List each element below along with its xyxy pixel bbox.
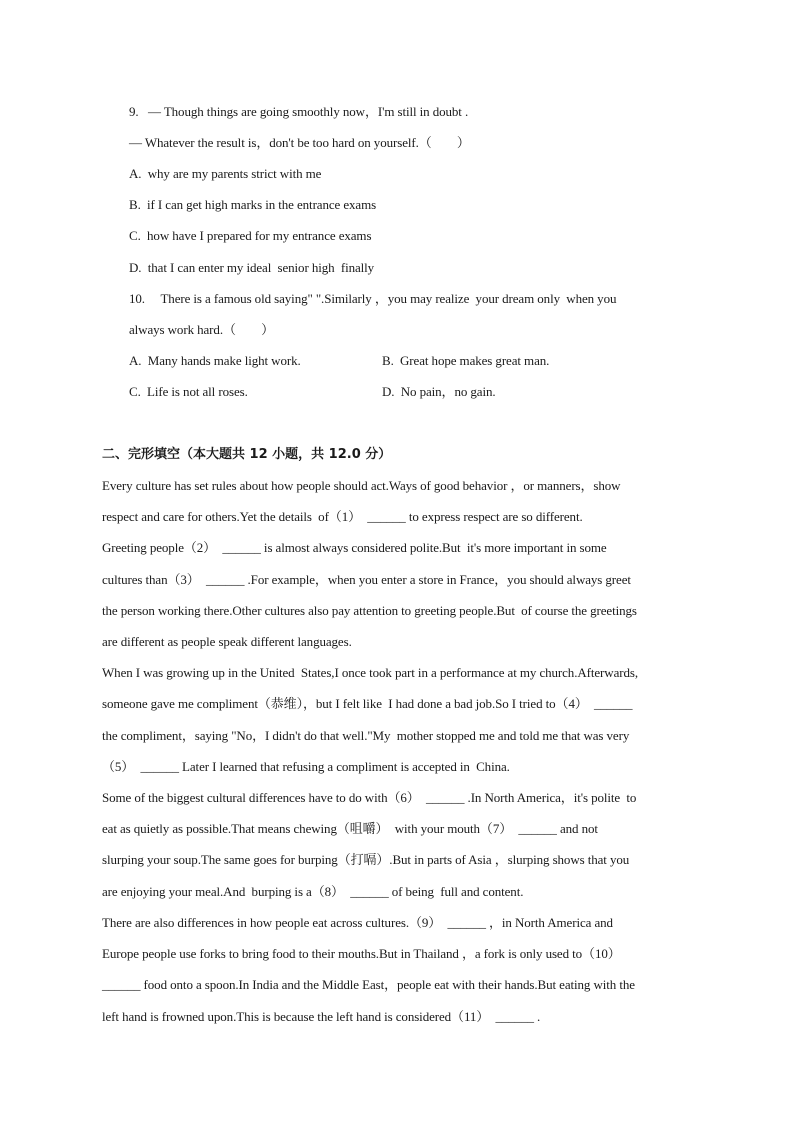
passage-line: Every culture has set rules about how people should act.Ways of good behavior ，or manners，show bbox=[102, 478, 621, 493]
question-9-option-d: D. that I can enter my ideal senior high finally bbox=[129, 260, 375, 275]
passage-line: When I was growing up in the United States,I once took part in a performance at my church.Afterwards, bbox=[102, 665, 638, 680]
question-10-stem: 10. There is a famous old saying" ".Similarly ，you may realize your dream only when you bbox=[129, 291, 617, 306]
passage-line: the person working there.Other cultures also pay attention to greeting people.But of course the greetings bbox=[102, 603, 637, 618]
passage-line: left hand is frowned upon.This is because the left hand is considered（11） ______ . bbox=[102, 1009, 541, 1024]
section-title: 二、完形填空（本大题共 12 小题，共 12.0 分） bbox=[102, 447, 392, 462]
question-10-option-a: A. Many hands make light work. bbox=[129, 353, 301, 368]
question-10-option-b: B. Great hope makes great man. bbox=[382, 353, 550, 368]
question-10-option-c: C. Life is not all roses. bbox=[129, 384, 248, 399]
passage-line: are enjoying your meal.And burping is a（8） ______ of being full and content. bbox=[102, 884, 524, 899]
passage-line: Some of the biggest cultural differences have to do with（6） ______ .In North America，it's polite to bbox=[102, 790, 637, 805]
question-10-option-d: D. No pain，no gain. bbox=[382, 384, 496, 399]
question-9-reply: — Whatever the result is，don't be too hard on yourself.（ ） bbox=[129, 135, 470, 150]
question-9-option-c: C. how have I prepared for my entrance exams bbox=[129, 228, 372, 243]
passage-line: Greeting people（2） ______ is almost always considered polite.But it's more important in some bbox=[102, 540, 607, 555]
passage-line: someone gave me compliment（恭维），but I felt like I had done a bad job.So I tried to（4） ______ bbox=[102, 696, 633, 711]
passage-line: slurping your soup.The same goes for burping（打嗝）.But in parts of Asia ，slurping shows that you bbox=[102, 852, 630, 867]
passage-line: There are also differences in how people eat across cultures.（9） ______ ，in North America and bbox=[102, 915, 613, 930]
passage-line: respect and care for others.Yet the details of（1） ______ to express respect are so different. bbox=[102, 509, 583, 524]
passage-line: （5） ______ Later I learned that refusing a compliment is accepted in China. bbox=[102, 759, 510, 774]
question-9-option-a: A. why are my parents strict with me bbox=[129, 166, 322, 181]
passage-line: eat as quietly as possible.That means chewing（咀嚼） with your mouth（7） ______ and not bbox=[102, 821, 598, 836]
question-9-option-b: B. if I can get high marks in the entrance exams bbox=[129, 197, 377, 212]
question-10-stem-continued: always work hard.（ ） bbox=[129, 322, 274, 337]
passage-line: are different as people speak different languages. bbox=[102, 634, 352, 649]
passage-line: cultures than（3） ______ .For example，when you enter a store in France，you should always greet bbox=[102, 572, 631, 587]
question-9-stem: 9. — Though things are going smoothly now，I'm still in doubt . bbox=[129, 104, 469, 119]
passage-line: the compliment，saying "No，I didn't do that well."My mother stopped me and told me that was very bbox=[102, 728, 630, 743]
passage-line: Europe people use forks to bring food to their mouths.But in Thailand ，a fork is only used to（10） bbox=[102, 946, 621, 961]
passage-line: ______ food onto a spoon.In India and the Middle East，people eat with their hands.But eating with the bbox=[102, 977, 635, 992]
